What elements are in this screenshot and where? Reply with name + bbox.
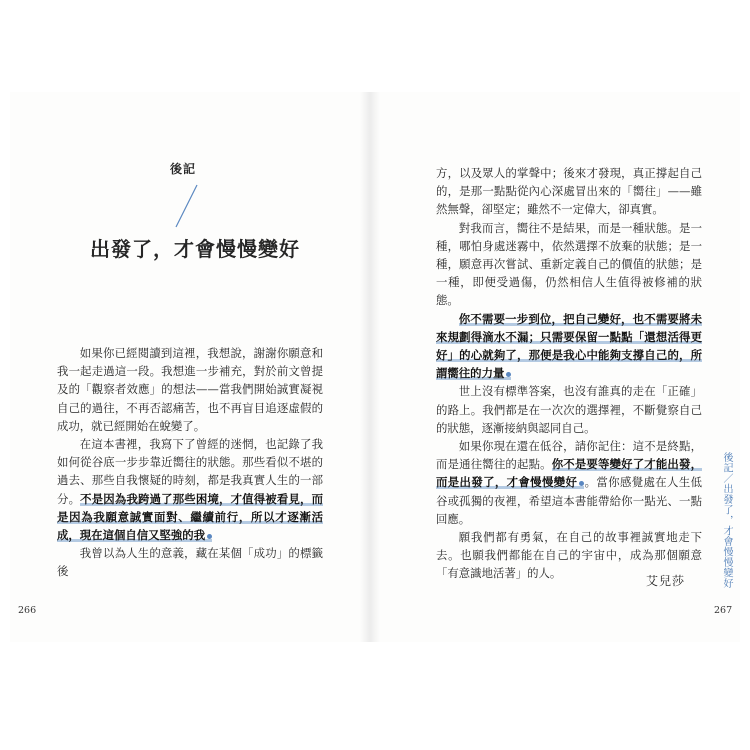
book-gutter [360, 92, 380, 642]
body-paragraph [57, 435, 323, 544]
decorative-slash [172, 183, 202, 229]
paragraph-text: 如果你已經閱讀到這裡，我想說，謝謝你願意和我一起走過這一段。我想進一步補充，對於前文曾提及的「觀察者效應」的想法——當我們開始誠實凝視自己的過往，不再否認痛苦，也不再盲目追逐虛假的成功，就已經開始在蛻變了。 [57, 346, 323, 433]
left-body-text [57, 344, 323, 581]
right-body-text [436, 164, 702, 583]
highlighted-text: 你不需要一步到位，把自己變好，也不需要將未來規劃得滴水不漏；只需要保留一點點「還想活得更好」的心就夠了，那便是我心中能夠支撐自己的，所謂嚮往的力量 [436, 311, 702, 381]
paragraph-text: 世上沒有標準答案，也沒有誰真的走在「正確」的路上。我們都是在一次次的選擇裡，不斷覺察自己的狀態，逐漸接納與認同自己。 [436, 384, 702, 435]
page-number-left: 266 [18, 605, 37, 616]
paragraph-text: 。當你感覺處在人生低谷或孤獨的夜裡，希望這本書能帶給你一點光、一點回應。 [436, 475, 702, 526]
body-paragraph [436, 219, 702, 310]
highlighted-text: 你不是要等變好了才能出發，而是出發了，才會慢慢變好 [436, 457, 702, 490]
highlight-end-dot [207, 534, 212, 539]
body-paragraph [436, 437, 702, 528]
chapter-title: 出發了，才會慢慢變好 [90, 237, 300, 261]
author-signature: 艾兒莎 [646, 574, 686, 588]
paragraph-text: 對我而言，嚮往不是結果，而是一種狀態。是一種，哪怕身處迷霧中，依然選擇不放棄的狀態；是一種，願意再次嘗試、重新定義自己的價值的狀態；是一種，即便受過傷，仍然相信人生值得被修補的狀態。 [436, 220, 702, 308]
highlighted-text: 不是因為我跨過了那些困境，才值得被看見，而是因為我願意誠實面對、繼續前行，所以才逐漸活成，現在這個自信又堅強的我 [57, 491, 323, 543]
body-paragraph [57, 544, 323, 580]
paragraph-text: 願我們都有勇氣，在自己的故事裡誠實地走下去。也願我們都能在自己的宇宙中，成為那個願意「有意識地活著」的人。 [436, 530, 702, 581]
page-number-right: 267 [714, 605, 733, 616]
paragraph-text: 方，以及眾人的掌聲中；後來才發現，真正撐起自己的，是那一點點從內心深處冒出來的「嚮往」——雖然無聲，卻堅定；雖然不一定偉大，卻真實。 [436, 166, 702, 217]
body-paragraph [436, 382, 702, 437]
body-paragraph [436, 310, 702, 383]
paragraph-text: 如果你現在還在低谷，請你記住：這不是終點，而是通往嚮往的起點。 [436, 439, 702, 472]
body-paragraph [57, 344, 323, 435]
chapter-label: 後記 [169, 162, 196, 176]
running-head: 後記／出發了，才會慢慢變好 [721, 452, 732, 589]
body-paragraph [436, 164, 702, 219]
paragraph-text: 我曾以為人生的意義，藏在某個「成功」的標籤後 [57, 546, 323, 579]
highlight-end-dot [506, 372, 511, 377]
paragraph-text: 在這本書裡，我寫下了曾經的迷惘，也記錄了我如何從谷底一步步靠近嚮往的狀態。那些看似不堪的過去、那些自我懷疑的時刻，都是我真實人生的一部分。 [57, 437, 323, 506]
